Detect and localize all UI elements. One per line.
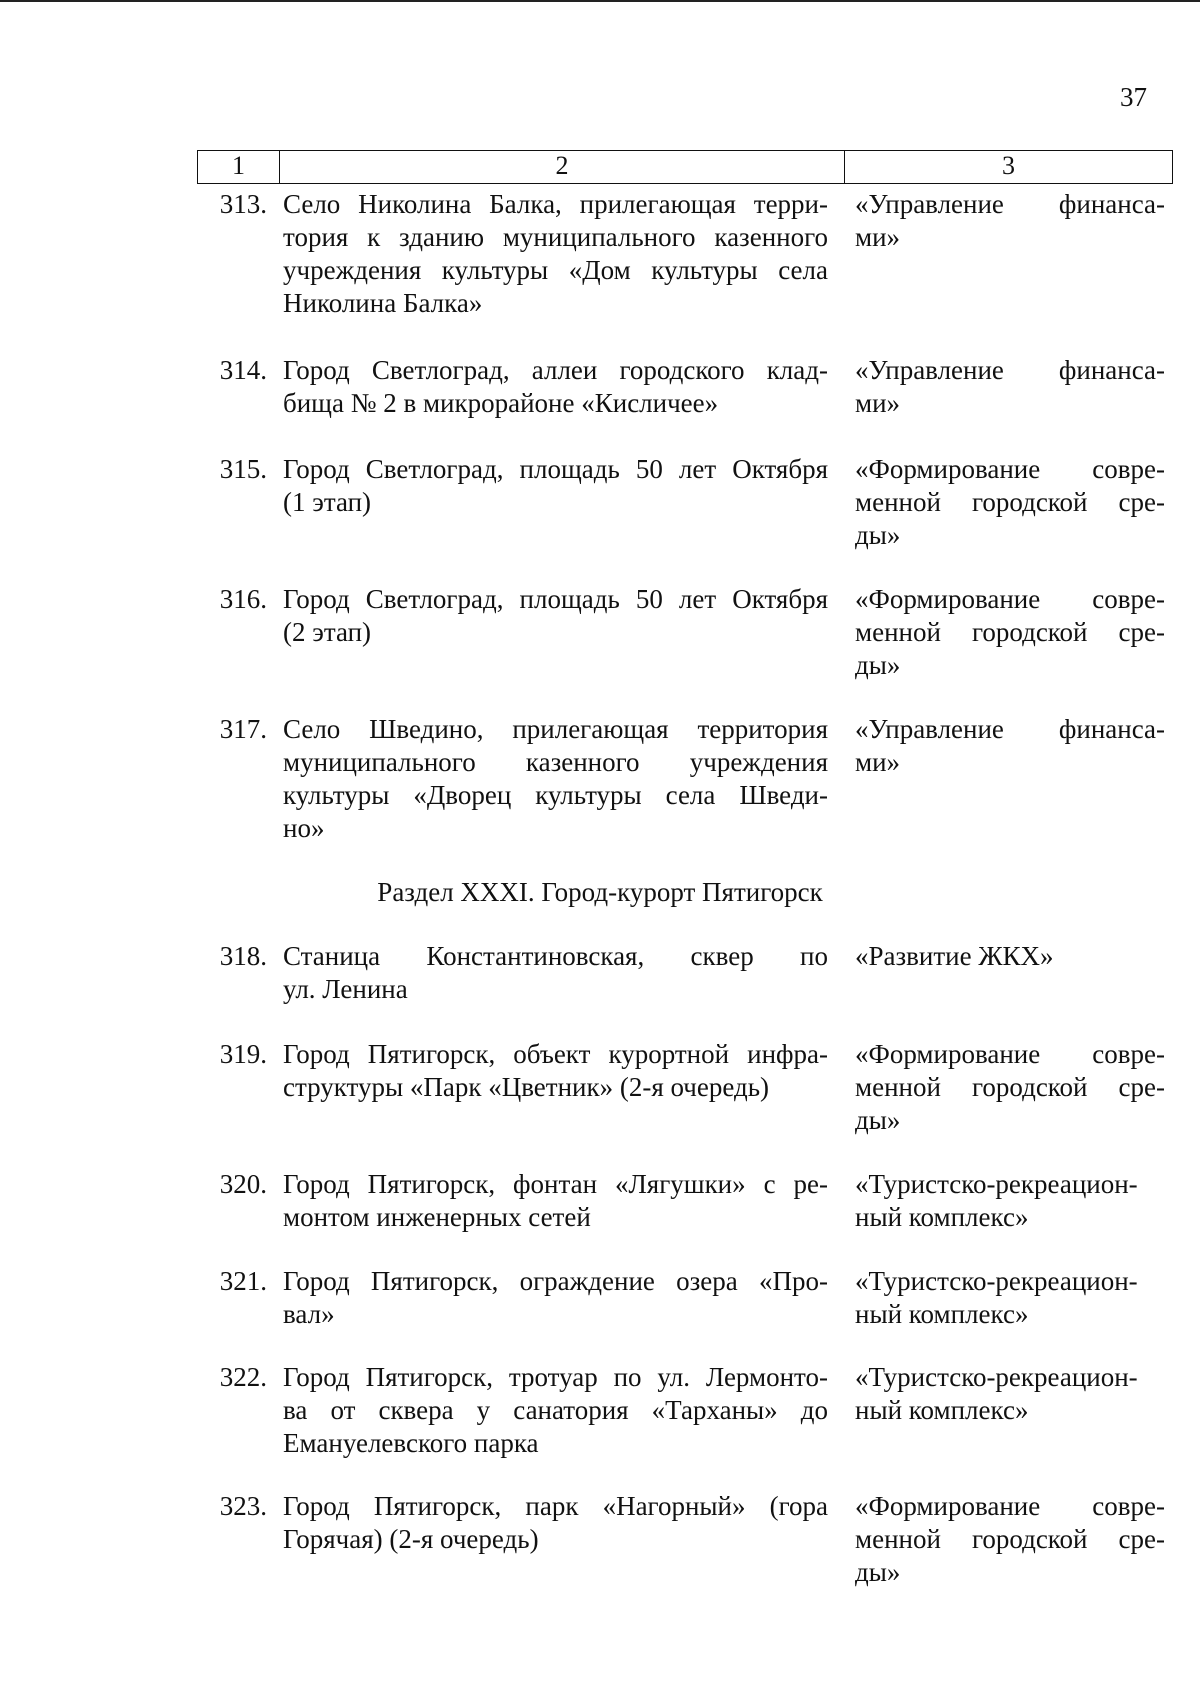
table-row [197,940,1173,1006]
table-row [197,1361,1173,1460]
top-border-line [0,0,1200,2]
row-location-line: Николина Балка» [283,288,483,318]
row-program [855,1038,1165,1137]
row-program-line: менной городской сре- [855,487,1165,517]
row-program-line: ды» [855,650,901,680]
row-location-line: бища № 2 в микрорайоне «Кисличее» [283,388,719,418]
row-location [283,713,828,845]
table-row [197,713,1173,845]
row-program-line: ный комплекс» [855,1395,1029,1425]
row-program [855,1168,1165,1234]
row-number: 318. [219,941,267,971]
table-row [197,583,1173,682]
row-program-line: ный комплекс» [855,1299,1029,1329]
table-header [197,150,1173,184]
row-program-line: «Туристско-рекреацион- [855,1169,1138,1199]
row-program [855,713,1165,845]
row-number: 316. [219,584,267,614]
row-number: 317. [219,714,267,744]
table-row [197,1168,1173,1234]
row-program [855,1490,1165,1589]
row-program-line: «Туристско-рекреацион- [855,1362,1138,1392]
row-program-line: «Управление финанса- [855,355,1165,385]
row-location-line: муниципального казенного учреждения [283,747,828,777]
page-number: 37 [1120,82,1147,112]
row-program-line: менной городской сре- [855,1072,1165,1102]
row-location-line: Город Светлоград, площадь 50 лет Октября [283,584,828,614]
row-location-line: культуры «Дворец культуры села Шведи- [283,780,828,810]
row-program-line: ми» [855,388,901,418]
row-number: 313. [219,189,267,219]
row-program-line: «Формирование совре- [855,1039,1165,1069]
row-program-line: «Управление финанса- [855,714,1165,744]
row-program-line: «Формирование совре- [855,584,1165,614]
row-program-line: «Управление финанса- [855,189,1165,219]
row-location-line: монтом инженерных сетей [283,1202,591,1232]
row-program-line: «Формирование совре- [855,454,1165,484]
row-location-line: (2 этап) [283,617,372,647]
row-program-line: ми» [855,747,901,777]
header-col-1: 1 [198,151,280,183]
row-program-line: «Туристско-рекреацион- [855,1266,1138,1296]
row-program [855,354,1165,420]
table-row [197,188,1173,320]
row-program [855,940,1165,1006]
row-location-line: Город Пятигорск, тротуар по ул. Лермонто- [283,1362,828,1392]
row-program-line: менной городской сре- [855,1524,1165,1554]
row-location [283,940,828,1006]
row-program-line: ды» [855,1105,901,1135]
row-location-line: Емануелевского парка [283,1428,539,1458]
row-location-line: (1 этап) [283,487,372,517]
row-location-line: Город Светлоград, площадь 50 лет Октября [283,454,828,484]
row-location-line: но» [283,813,325,843]
row-number: 315. [219,454,267,484]
row-location [283,354,828,420]
row-location-line: ул. Ленина [283,974,408,1004]
row-location-line: Станица Константиновская, сквер по [283,941,828,971]
row-program [855,1265,1165,1331]
row-location [283,1490,828,1589]
section-title: Раздел XXXI. Город-курорт Пятигорск [377,877,823,907]
row-location-line: учреждения культуры «Дом культуры села [283,255,828,285]
row-program-line: ды» [855,520,901,550]
row-location-line: Город Пятигорск, объект курортной инфра- [283,1039,828,1069]
row-location-line: Село Николина Балка, прилегающая терри- [283,189,828,219]
row-location-line: Город Светлоград, аллеи городского клад- [283,355,828,385]
row-program [855,1361,1165,1460]
row-location-line: тория к зданию муниципального казенного [283,222,828,252]
row-number: 319. [219,1039,267,1069]
header-col-2: 2 [280,151,845,183]
row-program-line: ды» [855,1557,901,1587]
row-location-line: структуры «Парк «Цветник» (2-я очередь) [283,1072,770,1102]
row-program-line: «Формирование совре- [855,1491,1165,1521]
row-location [283,583,828,682]
row-location [283,1168,828,1234]
row-number: 321. [219,1266,267,1296]
row-location [283,1265,828,1331]
table-row [197,1265,1173,1331]
row-location [283,188,828,320]
row-location-line: Село Шведино, прилегающая территория [283,714,828,744]
row-location [283,1361,828,1460]
row-program [855,583,1165,682]
row-program-line: ми» [855,222,901,252]
row-location-line: Горячая) (2-я очередь) [283,1524,539,1554]
row-location-line: ва от сквера у санатория «Тарханы» до [283,1395,828,1425]
row-location-line: вал» [283,1299,335,1329]
row-program [855,188,1165,320]
row-program [855,453,1165,552]
table-row [197,1038,1173,1137]
table-row [197,1490,1173,1589]
row-number: 323. [219,1491,267,1521]
table-row [197,453,1173,552]
row-location [283,453,828,552]
row-location [283,1038,828,1137]
table-row [197,354,1173,420]
row-number: 322. [219,1362,267,1392]
row-program-line: менной городской сре- [855,617,1165,647]
row-program-line: «Развитие ЖКХ» [855,941,1054,971]
row-number: 314. [219,355,267,385]
row-location-line: Город Пятигорск, ограждение озера «Про- [283,1266,828,1296]
row-location-line: Город Пятигорск, парк «Нагорный» (гора [283,1491,828,1521]
row-program-line: ный комплекс» [855,1202,1029,1232]
row-number: 320. [219,1169,267,1199]
header-col-3: 3 [1002,151,1015,180]
row-location-line: Город Пятигорск, фонтан «Лягушки» с ре- [283,1169,828,1199]
